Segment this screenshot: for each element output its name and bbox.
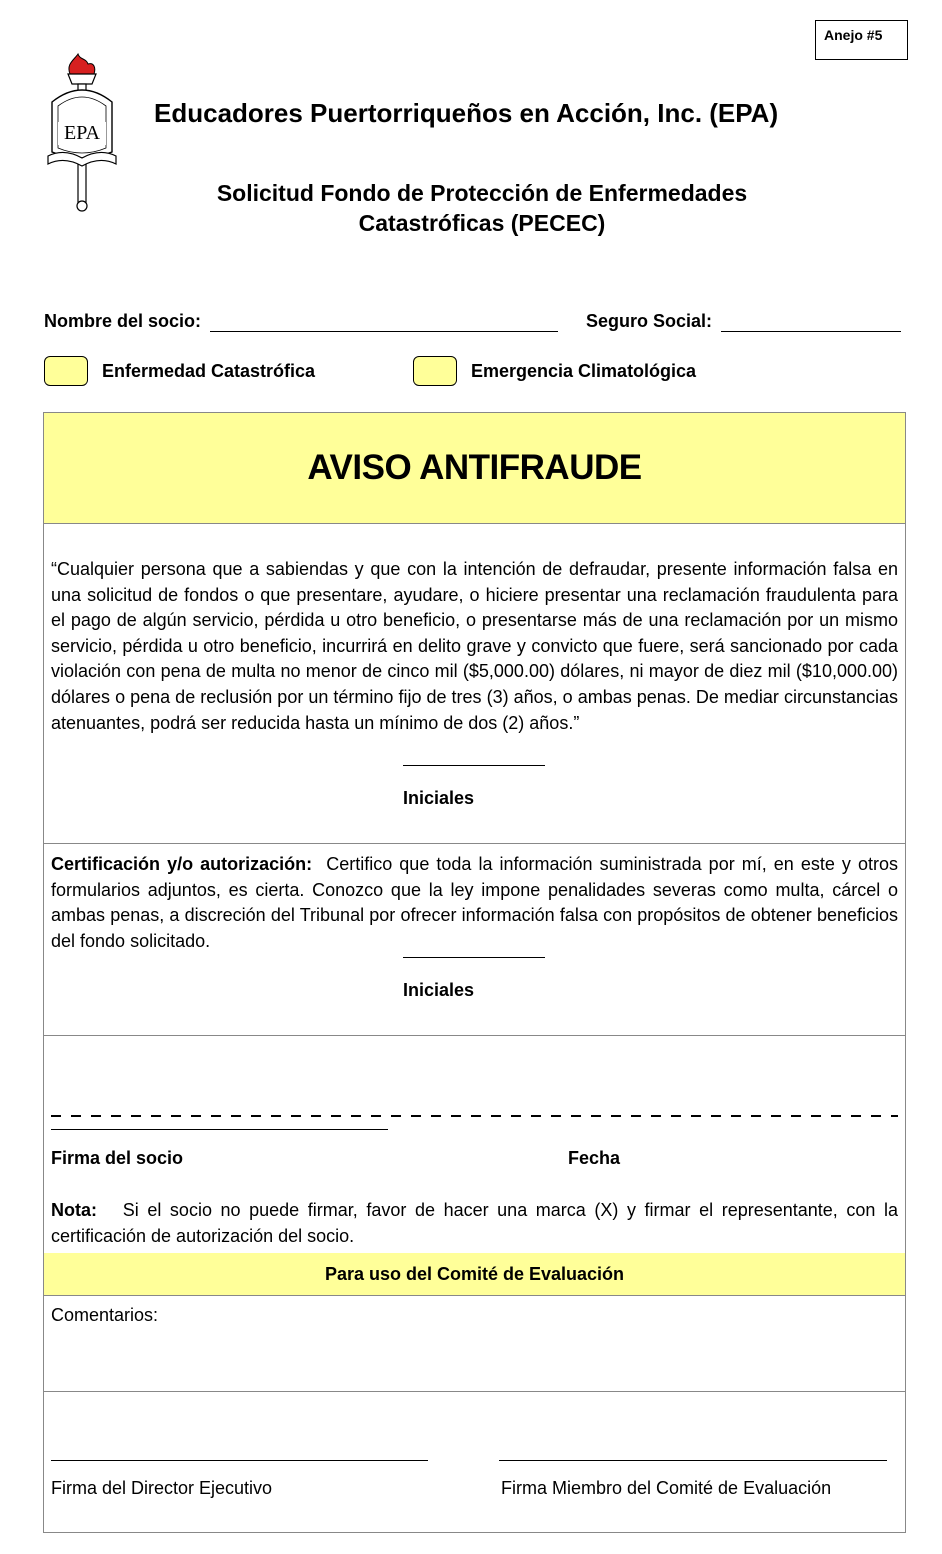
form-title-line-2: Catastróficas (PECEC): [358, 210, 606, 236]
certification-heading: Certificación y/o autorización:: [51, 854, 313, 874]
antifraud-text: “Cualquier persona que a sabiendas y que con la intención de defraudar, presente información falsa en una solicitud de fondos o que presentare, ayudare, o hiciere presentar una reclamación fraudulenta para el pago de algún servicio, pérdida u otro beneficio, o presentarse más de una reclamación por un mismo servicio, pérdida u otro beneficio, incurrirá en delito grave y convicto que fuere, será sancionado por cada violación con pena de multa no menor de cinco mil ($5,000.00) dólares, ni mayor de diez mil ($10,000.00) dólares o pena de reclusión por un término fijo de tres (3) años, o ambas penas. De mediar circunstancias atenuantes, podrá ser reducida hasta un mínimo de dos (2) años.”: [51, 559, 898, 733]
organization-title: Educadores Puertorriqueños en Acción, Inc. (EPA): [154, 98, 779, 128]
annex-label: Anejo #5: [815, 20, 908, 60]
form-table: [43, 412, 906, 1533]
antifraud-initials-label: Iniciales: [403, 788, 475, 808]
note-heading: Nota:: [51, 1200, 97, 1220]
comments-label: Comentarios:: [51, 1305, 159, 1325]
certification-initials-label: Iniciales: [403, 980, 475, 1000]
director-signature-line[interactable]: [51, 1460, 428, 1461]
member-signature-label: Firma del socio: [51, 1148, 184, 1168]
member-name-field: [44, 311, 558, 332]
dashed-signature-line: [51, 1115, 898, 1117]
committee-heading: Para uso del Comité de Evaluación: [324, 1263, 625, 1284]
committee-header: [44, 1253, 905, 1295]
date-label: Fecha: [568, 1148, 621, 1168]
member-signature-line[interactable]: [51, 1129, 388, 1130]
member-name-label: Nombre del socio:: [44, 311, 202, 331]
antifraud-title: AVISO ANTIFRAUDE: [307, 448, 642, 487]
member-name-input-line[interactable]: [210, 313, 558, 332]
form-title: [150, 178, 814, 238]
antifraud-header: [44, 413, 905, 523]
climate-emergency-checkbox[interactable]: [413, 356, 457, 386]
epa-logo: [44, 52, 120, 216]
note-text: Si el socio no puede firmar, favor de hacer una marca (X) y firmar el representante, con la certificación de autorización del socio.: [51, 1200, 898, 1246]
flame-icon: [69, 54, 95, 74]
divider: [44, 843, 905, 844]
antifraud-initials-line[interactable]: [403, 765, 545, 766]
committee-member-signature-label: Firma Miembro del Comité de Evaluación: [501, 1478, 832, 1498]
divider: [44, 1295, 905, 1296]
divider: [44, 1391, 905, 1392]
logo-text: EPA: [58, 122, 106, 145]
comments-area[interactable]: [44, 1325, 905, 1391]
checkbox-climate-emergency[interactable]: [413, 354, 696, 388]
ssn-label: Seguro Social:: [586, 311, 713, 331]
committee-member-signature-line[interactable]: [499, 1460, 887, 1461]
ssn-input-line[interactable]: [721, 313, 901, 332]
certification-text: [51, 852, 898, 954]
checkbox-label: Emergencia Climatológica: [471, 360, 697, 381]
certification-initials-line[interactable]: [403, 957, 545, 958]
signature-note: [51, 1198, 898, 1249]
director-signature-label: Firma del Director Ejecutivo: [51, 1478, 273, 1498]
ssn-field: [586, 311, 901, 332]
catastrophic-illness-checkbox[interactable]: [44, 356, 88, 386]
checkbox-catastrophic-illness[interactable]: [44, 354, 315, 388]
divider: [44, 523, 905, 524]
divider: [44, 1035, 905, 1036]
form-title-line-1: Solicitud Fondo de Protección de Enfermedades: [216, 180, 748, 206]
certification-body: Certifico que toda la información suministrada por mí, en este y otros formularios adjuntos, es cierta. Conozco que la ley impone penalidades severas como multa, cárcel o ambas penas, a discreción del Tribunal por ofrecer información falsa con propósitos de obtener beneficios del fondo solicitado.: [51, 854, 898, 951]
checkbox-label: Enfermedad Catastrófica: [102, 360, 316, 381]
